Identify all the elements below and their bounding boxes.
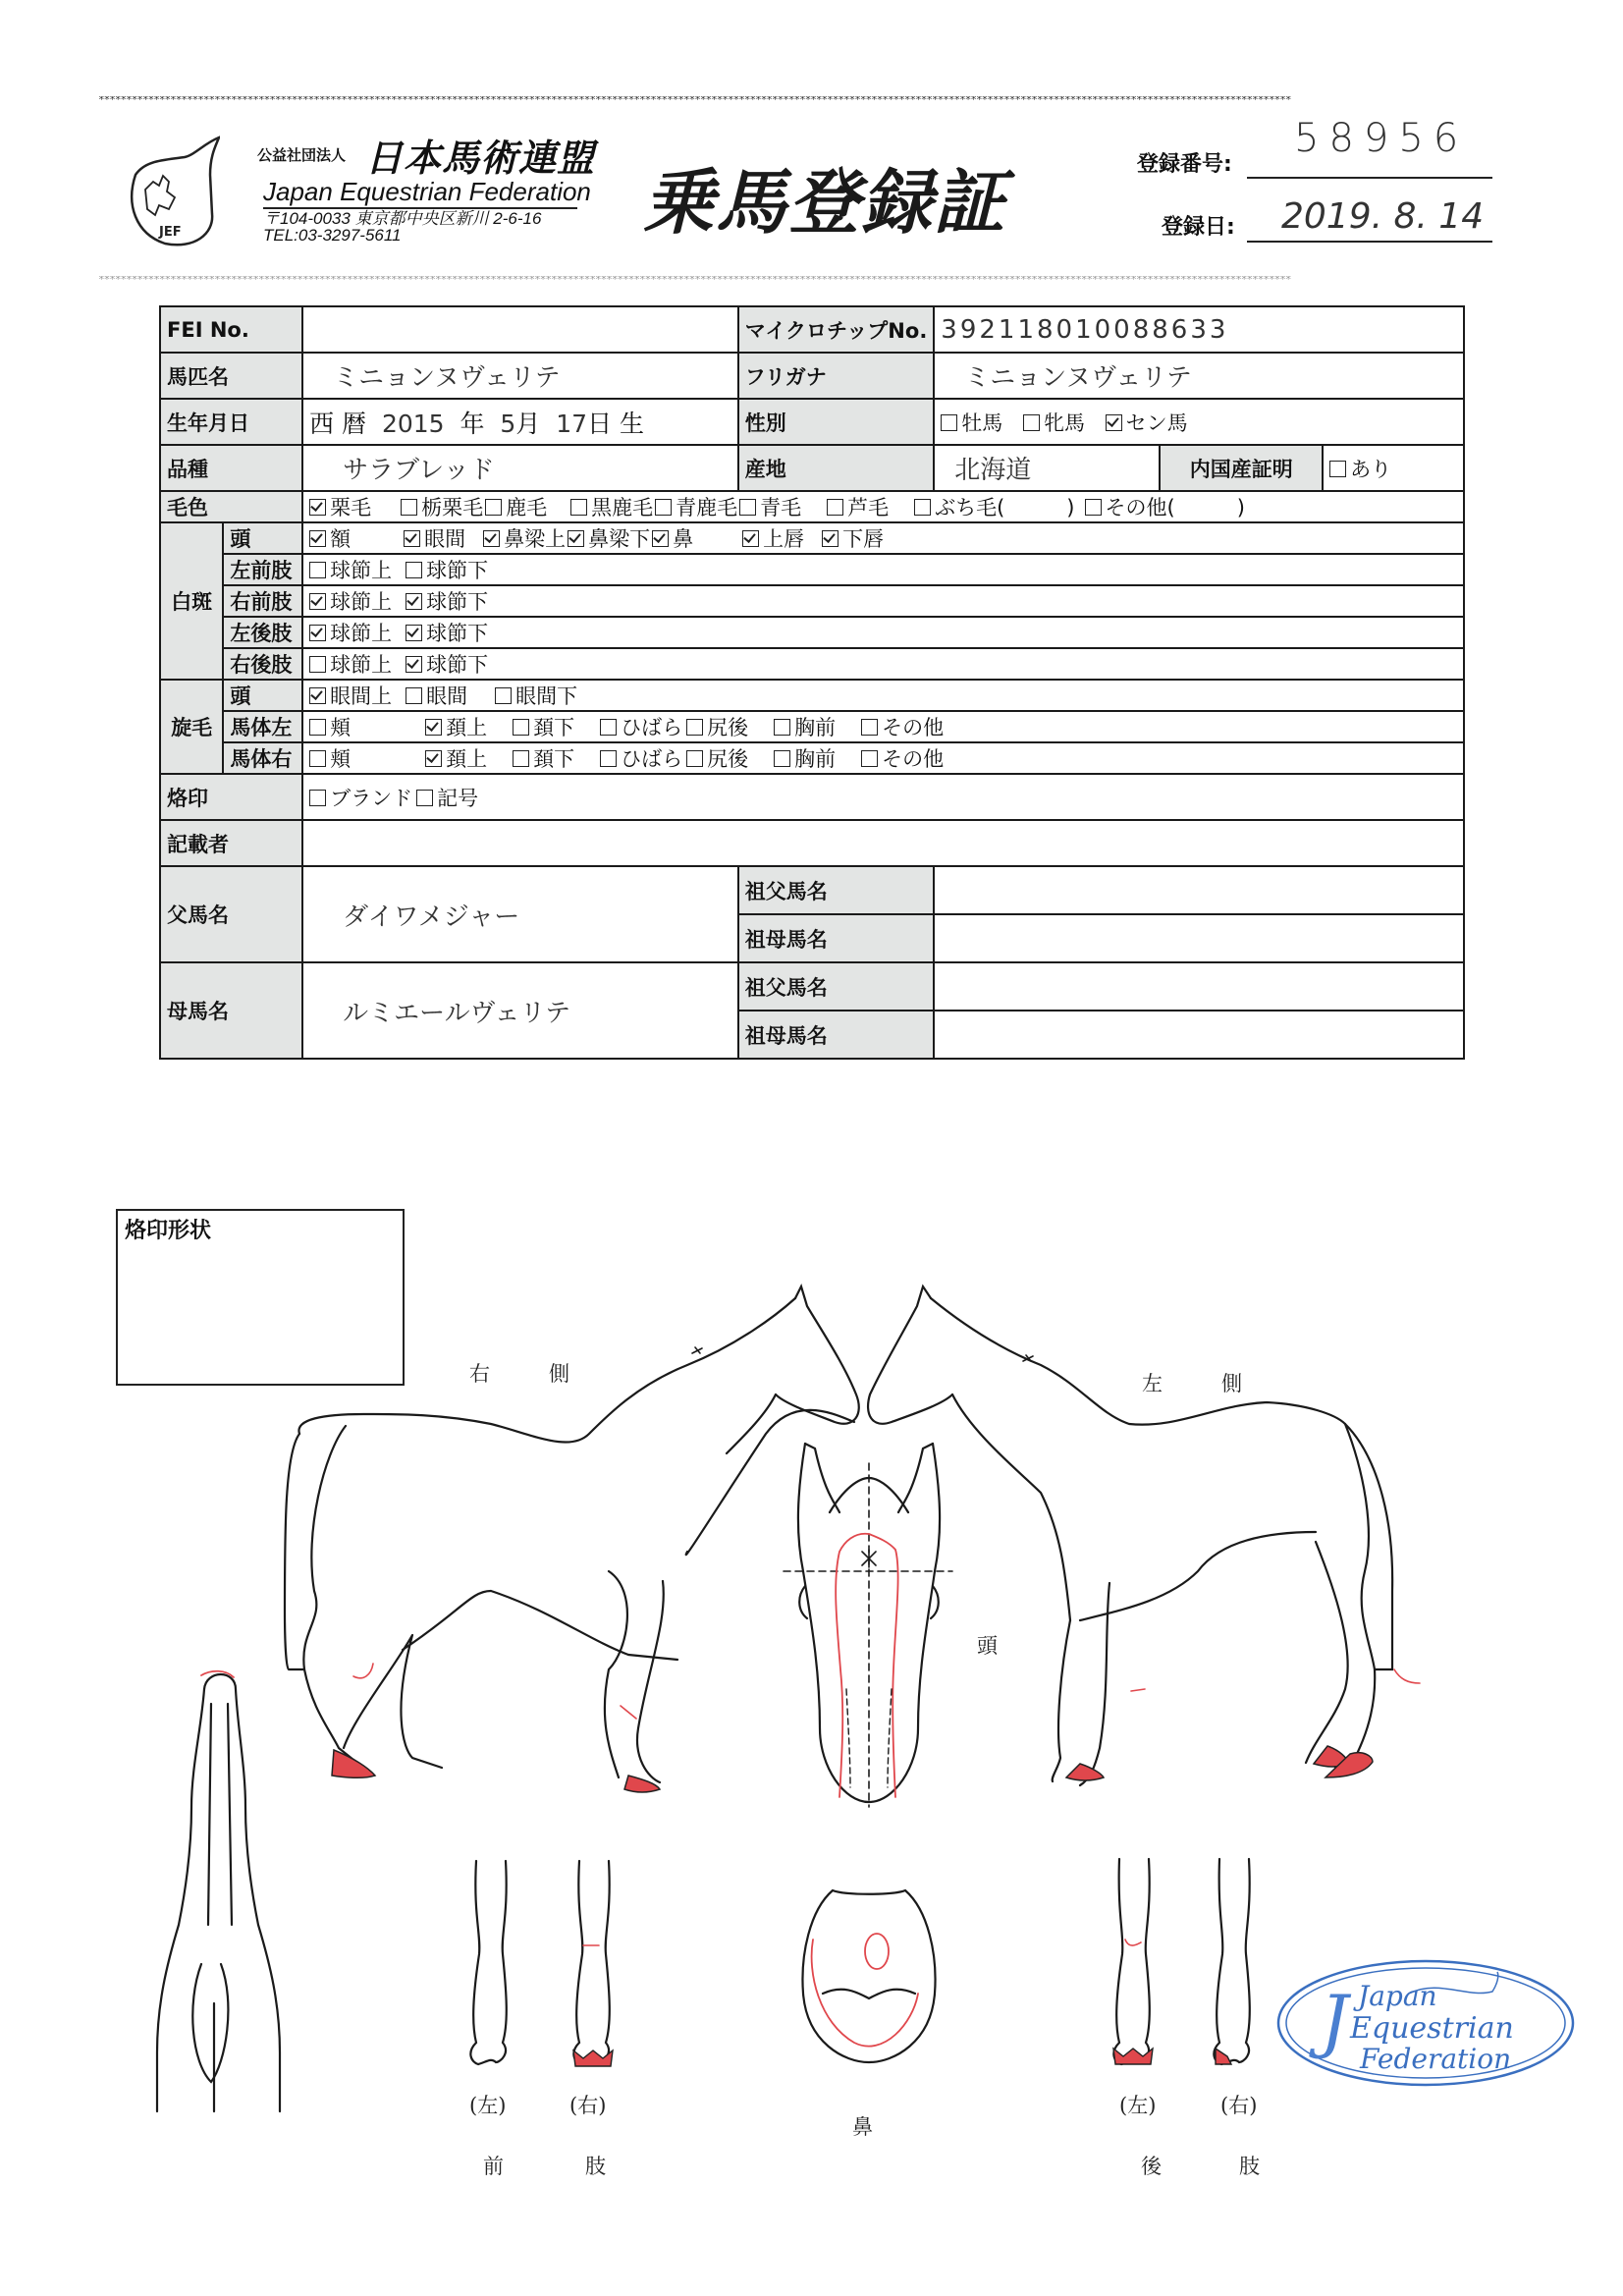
svg-text:JEF: JEF: [159, 225, 182, 240]
sex-option-stallion[interactable]: 牡馬: [941, 408, 1002, 437]
marking-part: 頭: [223, 522, 302, 554]
marking-part: 左後肢: [223, 617, 302, 648]
document-title: 乗馬登録証: [643, 161, 1007, 244]
birth-day-unit: 日 生: [587, 409, 645, 438]
svg-text:Equestrian: Equestrian: [1350, 2011, 1514, 2046]
hindleg-right-label: (右): [1220, 2094, 1258, 2117]
horse-name-value[interactable]: ミニョンヌヴェリテ: [302, 353, 738, 399]
dam-label: 母馬名: [160, 962, 302, 1059]
microchip-value[interactable]: 392118010088633: [934, 306, 1464, 353]
marking-options: 額 眼間 鼻梁上 鼻梁下 鼻 上唇 下唇: [302, 522, 1464, 554]
jef-stamp-seal-icon: [1271, 1954, 1581, 2092]
recorder-label: 記載者: [160, 820, 302, 866]
sire-grandsire-label: 祖父馬名: [738, 866, 935, 914]
foreleg-caption-1: 前: [483, 2155, 504, 2178]
domestic-cert-label: 内国産証明: [1160, 445, 1323, 491]
brand-label: 烙印: [160, 774, 302, 820]
dam-value[interactable]: ルミエールヴェリテ: [302, 962, 738, 1059]
breed-label: 品種: [160, 445, 302, 491]
brand-shape-label: 烙印形状: [125, 1219, 212, 1243]
org-tel: TEL:03-3297-5611: [263, 226, 402, 245]
coat-option[interactable]: 黒鹿毛: [570, 492, 653, 521]
dam-granddam-label: 祖母馬名: [738, 1011, 935, 1059]
left-side-label: 左 側: [1142, 1372, 1248, 1395]
bottom-star-border: ************************************************************************************************************************************************************************************************************************: [98, 276, 1291, 284]
rear-view-icon: [157, 1671, 280, 2111]
row-brand: 烙印 ブランド 記号: [160, 774, 1464, 820]
sire-granddam-label: 祖母馬名: [738, 914, 935, 962]
marking-part: 右前肢: [223, 585, 302, 617]
marking-part: 左前肢: [223, 554, 302, 585]
horse-left-side-icon: [868, 1286, 1420, 1785]
coat-option[interactable]: 青鹿毛: [655, 492, 737, 521]
coat-color-label: 毛色: [160, 491, 302, 522]
marking-part: 右後肢: [223, 648, 302, 680]
horse-right-side-icon: [285, 1286, 859, 1792]
dam-grandsire-label: 祖父馬名: [738, 962, 935, 1011]
registration-date-label: 登録日:: [1162, 215, 1235, 240]
hindleg-caption-1: 後: [1141, 2155, 1162, 2178]
horse-name-label: 馬匹名: [160, 353, 302, 399]
white-markings-row-left-fore: 左前肢 球節上 球節下: [160, 554, 1464, 585]
whorl-part: 馬体右: [223, 742, 302, 774]
org-prefix: 公益社団法人: [257, 146, 347, 164]
white-markings-row-left-hind: 左後肢 球節上 球節下: [160, 617, 1464, 648]
top-star-border: ************************************************************************************************************************************************************************************************************************: [98, 96, 1291, 104]
white-markings-label: 白斑: [160, 522, 223, 680]
org-address: 〒104-0033 東京都中央区新川 2-6-16: [263, 209, 542, 228]
nose-view-icon: [802, 1890, 935, 2062]
birth-year-unit: 年: [460, 409, 485, 438]
birth-month: 5: [500, 409, 516, 438]
whorls-row-head: 旋毛 頭 眼間上 眼間 眼間下: [160, 680, 1464, 711]
foreleg-right-label: (右): [569, 2094, 607, 2117]
coat-option[interactable]: 栗毛: [309, 492, 371, 521]
furigana-label: フリガナ: [738, 353, 935, 399]
microchip-label: マイクロチップNo.: [738, 306, 935, 353]
hindlegs-rear-view-icon: [1113, 1859, 1250, 2064]
coat-option[interactable]: ぶち毛( ): [914, 492, 1074, 521]
coat-option[interactable]: 鹿毛: [485, 492, 547, 521]
birth-era: 西 暦: [309, 409, 367, 438]
head-front-view-icon: [784, 1444, 952, 1807]
sire-label: 父馬名: [160, 866, 302, 962]
nose-label: 鼻: [852, 2115, 873, 2139]
hindleg-caption-2: 肢: [1239, 2155, 1260, 2178]
whorl-part: 馬体左: [223, 711, 302, 742]
right-side-label: 右 側: [469, 1362, 575, 1386]
whorls-row-body-left: 馬体左 頬 頚上 頚下 ひばら 尻後 胸前 その他: [160, 711, 1464, 742]
whorls-label: 旋毛: [160, 680, 223, 774]
coat-option[interactable]: 栃栗毛: [401, 492, 483, 521]
registration-number-label: 登録番号:: [1137, 152, 1232, 177]
coat-option[interactable]: 青毛: [739, 492, 801, 521]
svg-text:Japan: Japan: [1358, 1980, 1437, 2012]
sex-option-gelding[interactable]: セン馬: [1106, 408, 1188, 437]
hindleg-left-label: (左): [1119, 2094, 1157, 2117]
white-markings-row-right-hind: 右後肢 球節上 球節下: [160, 648, 1464, 680]
org-name-ja: 日本馬術連盟: [365, 137, 596, 180]
birth-month-unit: 月: [515, 409, 541, 438]
white-markings-row-right-fore: 右前肢 球節上 球節下: [160, 585, 1464, 617]
coat-option[interactable]: 芦毛: [827, 492, 889, 521]
coat-option[interactable]: その他( ): [1085, 492, 1245, 521]
birth-day: 17: [556, 409, 588, 438]
whorls-row-body-right: 馬体右 頬 頚上 頚下 ひばら 尻後 胸前 その他: [160, 742, 1464, 774]
domestic-cert-option[interactable]: あり: [1323, 445, 1464, 491]
forelegs-front-view-icon: [470, 1861, 613, 2066]
sex-label: 性別: [738, 399, 935, 445]
registration-date: 2019. 8. 14: [1281, 196, 1485, 237]
svg-text:J: J: [1321, 1981, 1349, 2061]
birth-year: 2015: [381, 409, 445, 438]
org-name-en: Japan Equestrian Federation: [263, 177, 591, 206]
sex-option-mare[interactable]: 牝馬: [1023, 408, 1085, 437]
breed-value[interactable]: サラブレッド: [302, 445, 738, 491]
origin-value[interactable]: 北海道: [934, 445, 1160, 491]
furigana-value[interactable]: ミニョンヌヴェリテ: [934, 353, 1464, 399]
head-label: 頭: [977, 1634, 998, 1658]
foreleg-caption-2: 肢: [585, 2155, 606, 2178]
sire-value[interactable]: ダイワメジャー: [302, 866, 738, 962]
origin-label: 産地: [738, 445, 935, 491]
foreleg-left-label: (左): [469, 2094, 507, 2117]
svg-text:Federation: Federation: [1360, 2043, 1512, 2075]
fei-no-label: FEI No.: [160, 306, 302, 353]
whorl-part: 頭: [223, 680, 302, 711]
registration-number: 58956: [1294, 116, 1469, 161]
birth-date-label: 生年月日: [160, 399, 302, 445]
